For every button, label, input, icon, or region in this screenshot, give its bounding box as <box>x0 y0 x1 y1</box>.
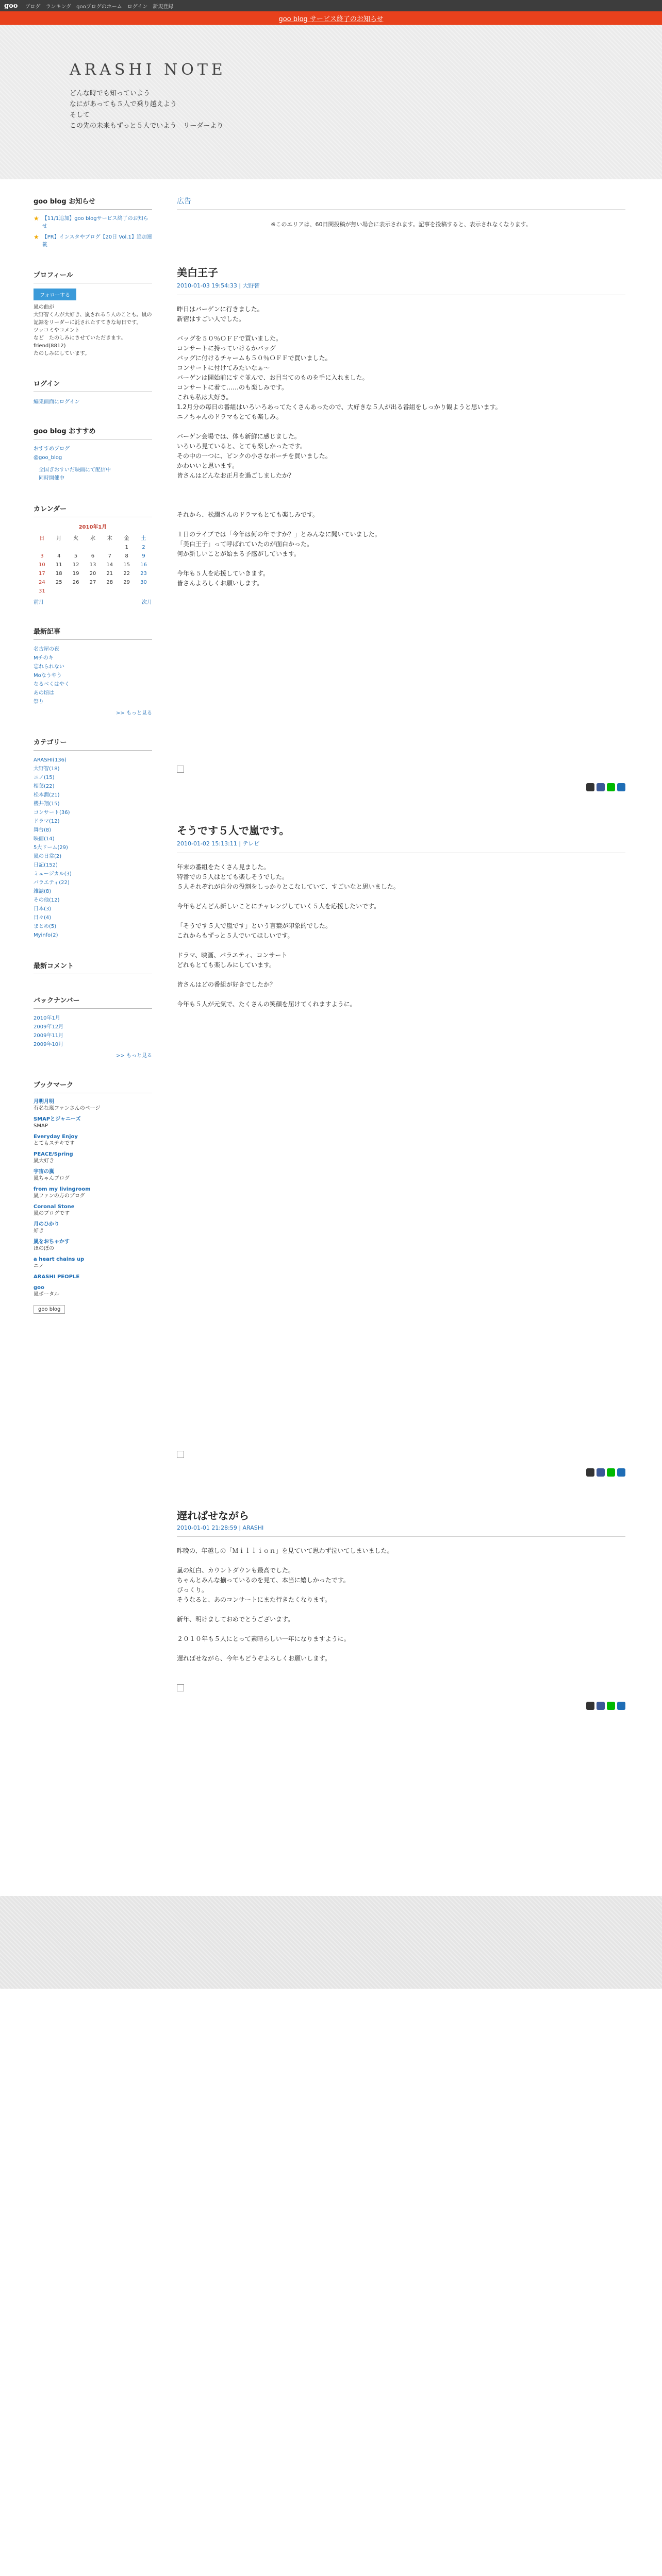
calendar-table <box>34 532 152 596</box>
line-share-icon[interactable] <box>607 1702 615 1710</box>
topbar-link[interactable]: ブログ <box>25 4 41 10</box>
bookmark-desc: SMAP <box>34 1123 48 1129</box>
category-link[interactable]: ミュージカル(3) <box>34 871 72 877</box>
facebook-share-icon[interactable] <box>597 1468 605 1477</box>
calendar-next[interactable]: 次月 <box>142 600 152 605</box>
calendar-day <box>85 587 102 596</box>
widget-recommend-title: goo blog おすすめ <box>34 426 152 439</box>
widget-calendar <box>34 503 152 605</box>
widget-bookmark-title: ブックマーク <box>34 1079 152 1093</box>
calendar-day <box>101 587 118 596</box>
calendar-prev[interactable]: 前月 <box>34 600 44 605</box>
backnumber-more-link[interactable]: >> もっと見る <box>116 1053 152 1059</box>
calendar-day[interactable]: 23 <box>140 571 147 577</box>
bookmark-item <box>34 1133 152 1147</box>
category-link[interactable]: ARASHI(136) <box>34 757 67 763</box>
main-content <box>177 196 625 1741</box>
ad-label: 広告 <box>177 196 625 210</box>
calendar-day[interactable]: 30 <box>140 580 147 585</box>
calendar-day <box>51 587 68 596</box>
category-link[interactable]: 日記(152) <box>34 862 58 868</box>
calendar-day[interactable]: 8 <box>125 553 128 559</box>
post-body: 年末の番組をたくさん見ました。 特番での５人はとても楽しそうでした。 ５人それぞれが自分の役割をしっかりとこなしていて、すごいなと思いました。 今年もどんどん新しいことにチャレンジしていく５人を応援したいです。 「そうです５人で嵐です」という言葉が印象的でした。 これからもずっと５人でいてほしいです。 ドラマ、映画、バラエティ、コンサート どれもとても楽しみにしています。 皆さんはどの番組が好きでしたか？ 今年も５人が元気で、たくさんの笑顔を届けてくれますように。 <box>177 863 400 1008</box>
category-link[interactable]: 映画(14) <box>34 836 55 842</box>
bookmark-desc: ほのぼの <box>34 1246 54 1251</box>
bookmark-desc: 嵐ファンの方のブログ <box>34 1193 85 1199</box>
hatena-share-icon[interactable] <box>617 1468 625 1477</box>
bookmark-link[interactable]: 宇宙の嵐 <box>34 1169 54 1175</box>
bookmark-desc: 好き <box>34 1228 44 1234</box>
bookmark-item <box>34 1168 152 1182</box>
calendar-day[interactable]: 12 <box>72 562 79 568</box>
calendar-day[interactable]: 25 <box>55 580 62 585</box>
bookmark-item <box>34 1186 152 1199</box>
facebook-share-icon[interactable] <box>597 1702 605 1710</box>
widget-categories-title: カテゴリー <box>34 737 152 751</box>
blog-description-line: この先の未来もずっと５人でいよう リーダーより <box>70 122 224 130</box>
recent-more-link[interactable]: >> もっと見る <box>116 710 152 716</box>
recent-post-link[interactable]: 名古屋の夜 <box>34 647 59 652</box>
widget-comments-title: 最新コメント <box>34 960 152 974</box>
calendar-month: 2010年1月 <box>78 524 107 530</box>
recommend-link[interactable]: @goo_blog <box>34 455 62 461</box>
calendar-day[interactable]: 24 <box>39 580 45 585</box>
bookmark-desc: 嵐ポータル <box>34 1292 59 1297</box>
follow-button[interactable]: フォローする <box>34 289 76 300</box>
recent-post-link[interactable]: Moなうやう <box>34 673 62 679</box>
calendar-day[interactable]: 31 <box>39 588 45 594</box>
widget-categories <box>34 737 152 940</box>
calendar-day-header: 金 <box>124 536 129 541</box>
recent-post-link[interactable]: Mチのキ <box>34 655 54 661</box>
calendar-day[interactable]: 7 <box>108 553 111 559</box>
share-buttons <box>177 1702 625 1710</box>
post-meta[interactable]: 2010-01-02 15:13:11 | テレビ <box>177 839 625 853</box>
widget-backnumber-title: バックナンバー <box>34 995 152 1009</box>
bookmark-link[interactable]: goo <box>34 1285 44 1291</box>
calendar-day-header: 火 <box>73 536 79 541</box>
bookmark-item <box>34 1256 152 1269</box>
calendar-day-header: 水 <box>90 536 95 541</box>
bookmark-item <box>34 1151 152 1164</box>
bookmark-desc: 嵐ちゃんブログ <box>34 1176 70 1181</box>
calendar-day[interactable]: 17 <box>39 571 45 577</box>
news-item[interactable] <box>34 215 152 230</box>
category-link[interactable]: 日々(4) <box>34 915 52 921</box>
backnumber-link[interactable]: 2009年10月 <box>34 1042 64 1047</box>
x-share-icon[interactable] <box>586 1468 594 1477</box>
calendar-day-header: 土 <box>141 536 146 541</box>
widget-bookmark <box>34 1079 152 1314</box>
ad-notice-text: ※このエリアは、60日間投稿が無い場合に表示されます。記事を投稿すると、表示されなくなります。 <box>271 221 532 228</box>
recent-post-link[interactable]: なるべくはやく <box>34 682 70 687</box>
backnumber-link[interactable]: 2009年12月 <box>34 1024 64 1030</box>
bookmark-item <box>34 1239 152 1252</box>
widget-login-title: ログイン <box>34 378 152 392</box>
recommend-more[interactable]: 全国ぎおすいだ映画にて配信中 同時開催中 <box>38 467 111 481</box>
calendar-day[interactable]: 10 <box>39 562 45 568</box>
category-link[interactable]: バラエティ(22) <box>34 880 70 886</box>
broken-image-icon <box>177 1684 184 1691</box>
calendar-day <box>135 587 152 596</box>
bookmark-item <box>34 1098 152 1112</box>
blog-description-line: どんな時でも知っていよう <box>70 90 151 97</box>
calendar-day[interactable]: 19 <box>72 571 79 577</box>
bookmark-link[interactable]: SMAPとジャニーズ <box>34 1116 81 1122</box>
category-link[interactable]: 大野智(18) <box>34 766 60 772</box>
sidebar <box>34 196 152 1741</box>
post-body: 昨晩の、年越しの「Ｍｉｌｌｉｏｎ」を見ていて思わず泣いてしまいました。 嵐の紅白、カウントダウンも最高でした。 ちゃんとみんな揃っているのを見て、本当に嬉しかったです。 びっくり。 そうなると、あのコンサートにまた行きたくなります。 新年、明けましておめでとうございます。 ２０１０年も５人にとって素晴らしい一年になりますように。 遅ればせながら、今年もどうぞよろしくお願いします。 <box>177 1547 393 1662</box>
bookmark-link[interactable]: ARASHI PEOPLE <box>34 1274 80 1280</box>
recent-post-link[interactable]: 祭り <box>34 699 44 705</box>
bookmark-desc: ニノ <box>34 1263 44 1269</box>
category-link[interactable]: コンサート(36) <box>34 810 70 816</box>
bookmark-desc: 嵐のブログです <box>34 1211 70 1216</box>
facebook-share-icon[interactable] <box>597 783 605 791</box>
profile-text: 嵐の曲が 大野智くんが大好き、嵐される５人のことも。嵐の記録をリーダーに託されたすてきな毎日です。 ツッコミやコメント など たのしみにさせていただきます。 friend(8812) たのしみにしています。 <box>34 304 152 357</box>
news-item[interactable] <box>34 233 152 249</box>
calendar-day <box>34 543 51 552</box>
calendar-day[interactable]: 18 <box>55 571 62 577</box>
star-icon: ★ <box>34 215 39 222</box>
calendar-day[interactable]: 22 <box>123 571 130 577</box>
blog-post <box>177 822 625 1477</box>
bookmark-link[interactable]: from my livingroom <box>34 1187 91 1192</box>
background-band <box>0 1896 662 1989</box>
widget-news-title: goo blog お知らせ <box>34 196 152 210</box>
bookmark-item <box>34 1116 152 1129</box>
goo-blog-badge[interactable]: goo blog <box>34 1305 65 1314</box>
widget-recent <box>34 626 152 716</box>
recommend-link[interactable]: おすすめブログ <box>34 446 70 452</box>
news-link[interactable]: 【11/1追加】goo blogサービス終了のお知らせ <box>42 216 148 229</box>
post-body: 昨日はバーゲンに行きました。 新宿はすごい人でした。 バッグを５０％ＯＦＦで買いました。 コンサートに持っていけるかバッグ バッグに付けるチャームも５０％ＯＦＦで買いました。 コンサートに付けてみたいなぁ～ バーゲンは開始前にすぐ並んで、お目当てのものを手に入れました。 コンサートに着て……のも楽しみです。 これも私は大好き。 1.2月分の毎日の番組はいろいろあってたくさんあったので、大好きな５人が出る番組をしっかり観ようと思います。 ニノちゃんのドラマもとても楽しみ。 バーゲン会場では、体も新鮮に感じました。 いろいろ見ていると、とても楽しかったです。 その中の一つに、ピンクの小さなポーチを買いました。 かわいいと思います。 皆さんはどんなお正月を過ごしましたか？ それから、松潤さんのドラマもとても楽しみです。 １日のライブでは「今年は何の年ですか？」とみんなに聞いていました。 「美白王子」って呼ばれていたのが面白かった。 何か新しいことが始まる予感がしています。 今年も５人を応援していきます。 皆さんよろしくお願いします。 <box>177 306 502 587</box>
topbar-links <box>25 2 178 10</box>
bookmark-link[interactable]: PEACE/Spring <box>34 1151 73 1157</box>
bookmark-link[interactable]: 嵐をおちゃかす <box>34 1239 70 1245</box>
bookmark-desc: 嵐大好き <box>34 1158 54 1164</box>
calendar-day[interactable]: 11 <box>55 562 62 568</box>
share-buttons <box>177 783 625 791</box>
service-end-notice[interactable]: goo blog サービス終了のお知らせ <box>0 11 662 25</box>
bookmark-item <box>34 1221 152 1234</box>
widget-calendar-title: カレンダー <box>34 503 152 517</box>
calendar-day[interactable]: 3 <box>40 553 44 559</box>
post-title[interactable]: 美白王子 <box>177 266 218 279</box>
blog-description-line: なにがあっても５人で乗り越えよう <box>70 100 177 108</box>
goo-logo[interactable]: goo <box>4 2 18 10</box>
calendar-day[interactable]: 15 <box>123 562 130 568</box>
calendar-day <box>85 543 102 552</box>
backnumber-link[interactable]: 2010年1月 <box>34 1015 60 1021</box>
category-link[interactable]: ニノ(15) <box>34 775 55 781</box>
news-link[interactable]: 【PR】インスタやブログ【20日 Vol.1】追加連載 <box>42 234 152 248</box>
bookmark-link[interactable]: 月のひかり <box>34 1222 59 1227</box>
post-title[interactable]: そうです５人で嵐です。 <box>177 824 290 837</box>
login-link[interactable]: 編集画面にログイン <box>34 399 80 405</box>
widget-profile-title: プロフィール <box>34 269 152 283</box>
category-link[interactable]: 日本(3) <box>34 906 52 912</box>
topbar-link[interactable]: gooブログのホーム <box>76 4 122 10</box>
blog-post <box>177 1507 625 1710</box>
x-share-icon[interactable] <box>586 783 594 791</box>
calendar-day[interactable]: 5 <box>74 553 78 559</box>
recent-post-link[interactable]: 忘れられない <box>34 664 64 670</box>
widget-recommend <box>34 426 152 483</box>
category-link[interactable]: ドラマ(12) <box>34 819 60 824</box>
widget-backnumber <box>34 995 152 1059</box>
global-topbar <box>0 0 662 11</box>
blog-description-line: そして <box>70 111 90 119</box>
widget-profile <box>34 269 152 358</box>
x-share-icon[interactable] <box>586 1702 594 1710</box>
blog-header <box>0 25 662 179</box>
blog-title[interactable]: ARASHI NOTE <box>70 61 226 79</box>
calendar-day[interactable]: 1 <box>125 545 128 550</box>
calendar-day[interactable]: 2 <box>142 545 145 550</box>
category-link[interactable]: Myinfo(2) <box>34 933 58 938</box>
blog-description <box>70 88 662 131</box>
blog-post <box>177 264 625 791</box>
bookmark-item <box>34 1274 152 1280</box>
backnumber-link[interactable]: 2009年11月 <box>34 1033 64 1039</box>
calendar-day <box>68 587 85 596</box>
line-share-icon[interactable] <box>607 1468 615 1477</box>
widget-login <box>34 378 152 405</box>
bookmark-link[interactable]: 月明月明 <box>34 1099 54 1105</box>
share-buttons <box>177 1468 625 1477</box>
hatena-share-icon[interactable] <box>617 783 625 791</box>
calendar-day[interactable]: 14 <box>106 562 113 568</box>
topbar-link[interactable]: ランキング <box>45 4 72 10</box>
category-link[interactable]: 相葉(22) <box>34 784 55 789</box>
bookmark-item <box>34 1284 152 1298</box>
category-link[interactable]: 舞台(8) <box>34 827 52 833</box>
calendar-day[interactable]: 28 <box>106 580 113 585</box>
widget-recent-title: 最新記事 <box>34 626 152 640</box>
category-link[interactable]: まとめ(5) <box>34 924 57 929</box>
line-share-icon[interactable] <box>607 783 615 791</box>
calendar-day[interactable]: 29 <box>123 580 130 585</box>
broken-image-icon <box>177 1451 184 1458</box>
calendar-day <box>51 543 68 552</box>
widget-news <box>34 196 152 249</box>
calendar-day[interactable]: 26 <box>72 580 79 585</box>
star-icon: ★ <box>34 233 39 241</box>
calendar-day-header: 木 <box>107 536 112 541</box>
category-link[interactable]: 5大ドーム(29) <box>34 845 68 851</box>
category-link[interactable]: 松本潤(21) <box>34 792 60 798</box>
calendar-day-header: 日 <box>39 536 45 541</box>
calendar-day <box>101 543 118 552</box>
calendar-day[interactable]: 27 <box>89 580 96 585</box>
bookmark-desc: とてもステキです <box>34 1141 75 1146</box>
topbar-link[interactable]: ログイン <box>127 4 148 10</box>
calendar-day-header: 月 <box>56 536 62 541</box>
calendar-day[interactable]: 13 <box>89 562 96 568</box>
bookmark-link[interactable]: Everyday Enjoy <box>34 1134 78 1140</box>
post-meta[interactable]: 2010-01-01 21:28:59 | ARASHI <box>177 1524 625 1537</box>
post-title[interactable]: 遅ればせながら <box>177 1510 249 1522</box>
bookmark-desc: 有名な嵐ファンさんのページ <box>34 1106 101 1111</box>
calendar-day[interactable]: 20 <box>89 571 96 577</box>
topbar-link[interactable]: 新規登録 <box>153 4 174 10</box>
calendar-day[interactable]: 9 <box>142 553 145 559</box>
category-link[interactable]: その他(12) <box>34 897 60 903</box>
recent-post-link[interactable]: あの頃は <box>34 690 54 696</box>
category-link[interactable]: 雑誌(8) <box>34 889 52 894</box>
calendar-day[interactable]: 16 <box>140 562 147 568</box>
hatena-share-icon[interactable] <box>617 1702 625 1710</box>
calendar-day[interactable]: 4 <box>57 553 61 559</box>
calendar-day <box>118 587 135 596</box>
widget-comments <box>34 960 152 974</box>
calendar-day <box>68 543 85 552</box>
bookmark-link[interactable]: a heart chains up <box>34 1257 85 1262</box>
bookmark-item <box>34 1204 152 1217</box>
category-link[interactable]: 嵐の日常(2) <box>34 854 62 859</box>
broken-image-icon <box>177 766 184 773</box>
bookmark-link[interactable]: Coronal Stone <box>34 1204 75 1210</box>
category-link[interactable]: 櫻井翔(15) <box>34 801 60 807</box>
calendar-day[interactable]: 21 <box>106 571 113 577</box>
calendar-day[interactable]: 6 <box>91 553 95 559</box>
post-meta[interactable]: 2010-01-03 19:54:33 | 大野智 <box>177 281 625 295</box>
